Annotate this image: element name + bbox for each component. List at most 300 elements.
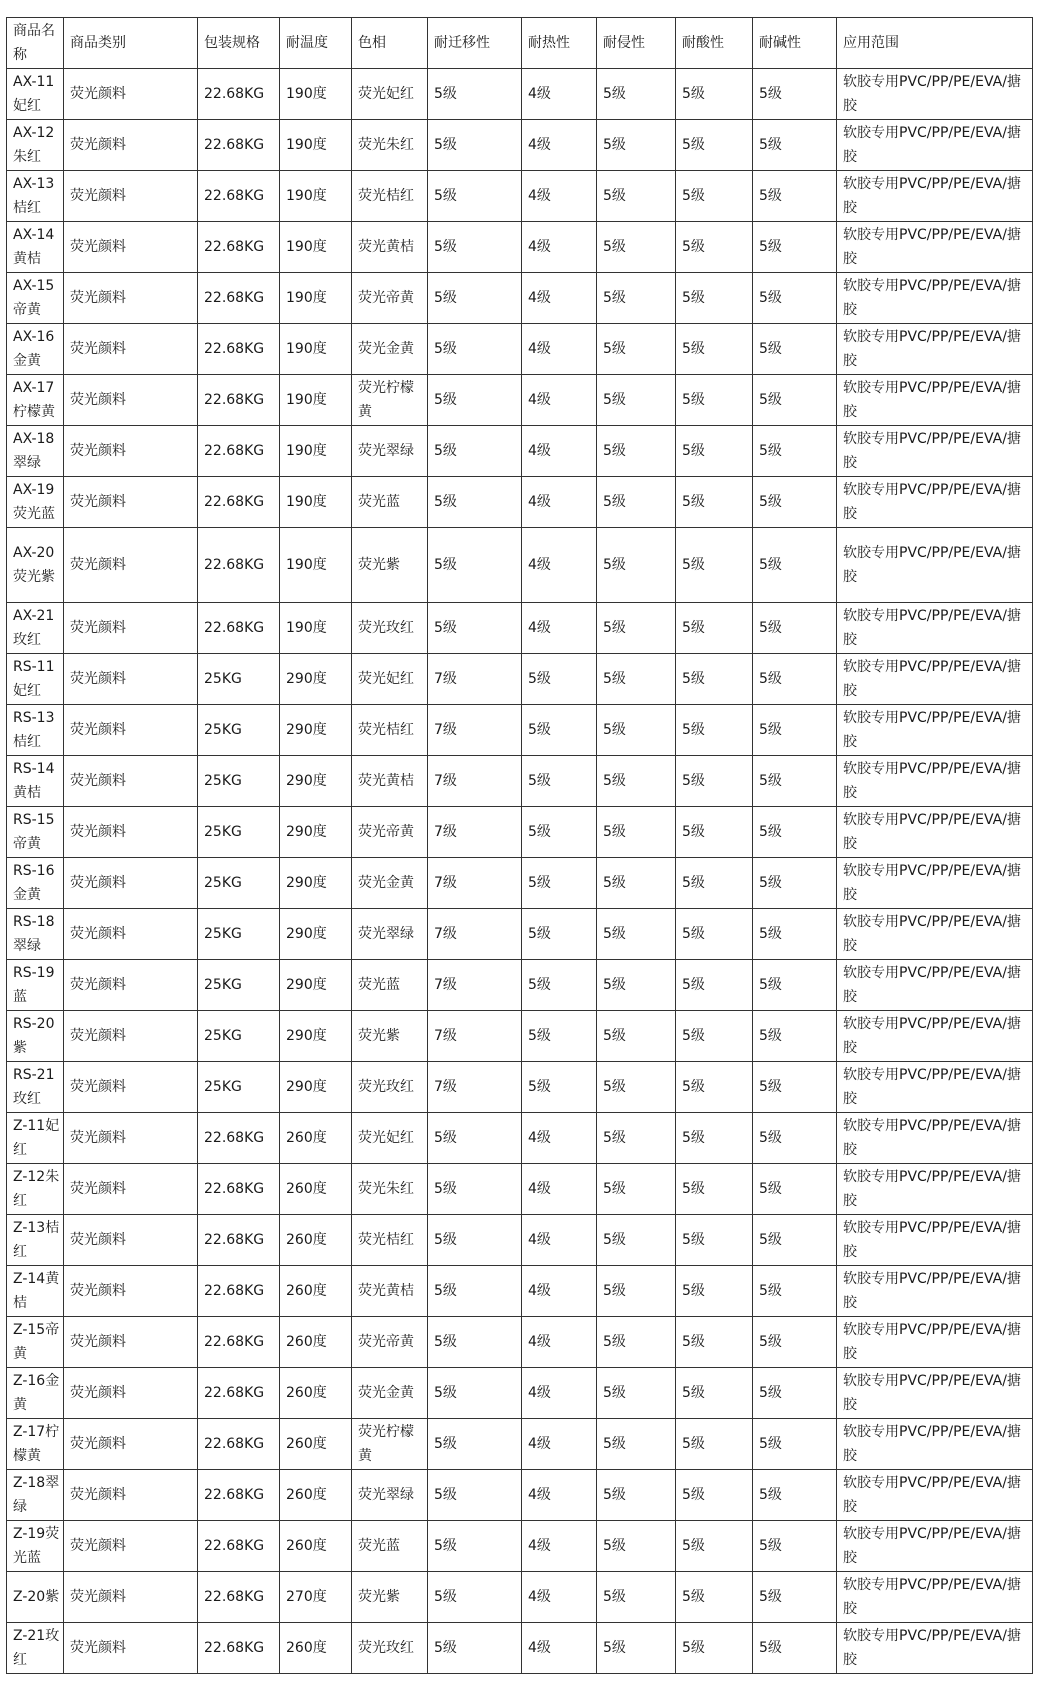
- cell-hue: 荧光蓝: [352, 1521, 428, 1572]
- cell-category: 荧光颜料: [64, 756, 198, 807]
- table-row: [7, 1419, 1033, 1470]
- cell-erosion: 5级: [597, 1521, 676, 1572]
- table-row: [7, 1521, 1033, 1572]
- cell-application: 软胶专用PVC/PP/PE/EVA/搪胶: [837, 324, 1033, 375]
- cell-category: 荧光颜料: [64, 1419, 198, 1470]
- cell-erosion: 5级: [597, 1266, 676, 1317]
- cell-temperature: 190度: [280, 222, 352, 273]
- cell-erosion: 5级: [597, 603, 676, 654]
- cell-heat: 5级: [522, 858, 597, 909]
- cell-hue: 荧光蓝: [352, 960, 428, 1011]
- cell-erosion: 5级: [597, 960, 676, 1011]
- cell-packaging: 22.68KG: [198, 477, 280, 528]
- table-row: [7, 1215, 1033, 1266]
- cell-category: 荧光颜料: [64, 1368, 198, 1419]
- cell-alkali: 5级: [753, 858, 837, 909]
- cell-erosion: 5级: [597, 1623, 676, 1674]
- cell-heat: 4级: [522, 171, 597, 222]
- header-migration: 耐迁移性: [428, 18, 522, 69]
- cell-alkali: 5级: [753, 1164, 837, 1215]
- cell-migration: 5级: [428, 426, 522, 477]
- cell-application: 软胶专用PVC/PP/PE/EVA/搪胶: [837, 756, 1033, 807]
- cell-migration: 7级: [428, 705, 522, 756]
- cell-erosion: 5级: [597, 477, 676, 528]
- cell-acid: 5级: [676, 1113, 753, 1164]
- table-row: [7, 603, 1033, 654]
- cell-acid: 5级: [676, 603, 753, 654]
- cell-temperature: 270度: [280, 1572, 352, 1623]
- cell-temperature: 190度: [280, 273, 352, 324]
- header-packaging: 包装规格: [198, 18, 280, 69]
- cell-category: 荧光颜料: [64, 1470, 198, 1521]
- cell-category: 荧光颜料: [64, 1521, 198, 1572]
- cell-category: 荧光颜料: [64, 1317, 198, 1368]
- table-row: [7, 222, 1033, 273]
- cell-erosion: 5级: [597, 324, 676, 375]
- cell-hue: 荧光翠绿: [352, 1470, 428, 1521]
- cell-packaging: 25KG: [198, 807, 280, 858]
- table-row: [7, 426, 1033, 477]
- cell-hue: 荧光朱红: [352, 1164, 428, 1215]
- cell-category: 荧光颜料: [64, 528, 198, 603]
- cell-application: 软胶专用PVC/PP/PE/EVA/搪胶: [837, 603, 1033, 654]
- cell-migration: 7级: [428, 909, 522, 960]
- cell-packaging: 22.68KG: [198, 603, 280, 654]
- cell-application: 软胶专用PVC/PP/PE/EVA/搪胶: [837, 528, 1033, 603]
- cell-product-name: Z-20紫: [7, 1572, 64, 1623]
- cell-hue: 荧光桔红: [352, 1215, 428, 1266]
- cell-temperature: 290度: [280, 756, 352, 807]
- cell-acid: 5级: [676, 1368, 753, 1419]
- cell-packaging: 22.68KG: [198, 1317, 280, 1368]
- cell-heat: 5级: [522, 960, 597, 1011]
- cell-category: 荧光颜料: [64, 705, 198, 756]
- cell-category: 荧光颜料: [64, 1164, 198, 1215]
- cell-alkali: 5级: [753, 426, 837, 477]
- cell-erosion: 5级: [597, 171, 676, 222]
- cell-packaging: 22.68KG: [198, 1521, 280, 1572]
- cell-product-name: RS-13桔红: [7, 705, 64, 756]
- cell-acid: 5级: [676, 654, 753, 705]
- cell-packaging: 22.68KG: [198, 120, 280, 171]
- cell-heat: 5级: [522, 1062, 597, 1113]
- cell-packaging: 22.68KG: [198, 171, 280, 222]
- table-row: [7, 654, 1033, 705]
- cell-erosion: 5级: [597, 756, 676, 807]
- cell-alkali: 5级: [753, 1113, 837, 1164]
- header-alkali: 耐碱性: [753, 18, 837, 69]
- cell-application: 软胶专用PVC/PP/PE/EVA/搪胶: [837, 654, 1033, 705]
- cell-erosion: 5级: [597, 807, 676, 858]
- cell-migration: 5级: [428, 171, 522, 222]
- cell-erosion: 5级: [597, 528, 676, 603]
- header-product-name: 商品名称: [7, 18, 64, 69]
- cell-application: 软胶专用PVC/PP/PE/EVA/搪胶: [837, 909, 1033, 960]
- cell-acid: 5级: [676, 1470, 753, 1521]
- cell-alkali: 5级: [753, 1266, 837, 1317]
- cell-application: 软胶专用PVC/PP/PE/EVA/搪胶: [837, 1062, 1033, 1113]
- cell-hue: 荧光玫红: [352, 1062, 428, 1113]
- cell-category: 荧光颜料: [64, 222, 198, 273]
- cell-category: 荧光颜料: [64, 654, 198, 705]
- cell-application: 软胶专用PVC/PP/PE/EVA/搪胶: [837, 705, 1033, 756]
- cell-category: 荧光颜料: [64, 120, 198, 171]
- cell-product-name: RS-14黄桔: [7, 756, 64, 807]
- cell-heat: 4级: [522, 1521, 597, 1572]
- cell-migration: 5级: [428, 324, 522, 375]
- cell-erosion: 5级: [597, 1164, 676, 1215]
- cell-packaging: 22.68KG: [198, 69, 280, 120]
- cell-temperature: 290度: [280, 705, 352, 756]
- cell-category: 荧光颜料: [64, 477, 198, 528]
- cell-alkali: 5级: [753, 1215, 837, 1266]
- cell-packaging: 25KG: [198, 1011, 280, 1062]
- cell-packaging: 22.68KG: [198, 1470, 280, 1521]
- cell-application: 软胶专用PVC/PP/PE/EVA/搪胶: [837, 426, 1033, 477]
- cell-heat: 4级: [522, 1623, 597, 1674]
- cell-heat: 4级: [522, 528, 597, 603]
- cell-erosion: 5级: [597, 69, 676, 120]
- cell-application: 软胶专用PVC/PP/PE/EVA/搪胶: [837, 1266, 1033, 1317]
- cell-product-name: RS-16金黄: [7, 858, 64, 909]
- cell-heat: 4级: [522, 1164, 597, 1215]
- cell-packaging: 22.68KG: [198, 375, 280, 426]
- cell-temperature: 190度: [280, 375, 352, 426]
- cell-hue: 荧光妃红: [352, 1113, 428, 1164]
- cell-hue: 荧光紫: [352, 1572, 428, 1623]
- cell-product-name: AX-20荧光紫: [7, 528, 64, 603]
- cell-acid: 5级: [676, 69, 753, 120]
- cell-application: 软胶专用PVC/PP/PE/EVA/搪胶: [837, 375, 1033, 426]
- cell-hue: 荧光帝黄: [352, 807, 428, 858]
- table-row: [7, 120, 1033, 171]
- cell-heat: 4级: [522, 603, 597, 654]
- cell-hue: 荧光紫: [352, 1011, 428, 1062]
- table-row: [7, 807, 1033, 858]
- cell-acid: 5级: [676, 1521, 753, 1572]
- cell-temperature: 290度: [280, 858, 352, 909]
- cell-application: 软胶专用PVC/PP/PE/EVA/搪胶: [837, 1317, 1033, 1368]
- cell-erosion: 5级: [597, 222, 676, 273]
- cell-alkali: 5级: [753, 960, 837, 1011]
- cell-erosion: 5级: [597, 1215, 676, 1266]
- cell-product-name: RS-18翠绿: [7, 909, 64, 960]
- header-heat: 耐热性: [522, 18, 597, 69]
- cell-application: 软胶专用PVC/PP/PE/EVA/搪胶: [837, 69, 1033, 120]
- cell-hue: 荧光黄桔: [352, 1266, 428, 1317]
- cell-hue: 荧光桔红: [352, 705, 428, 756]
- cell-alkali: 5级: [753, 222, 837, 273]
- cell-product-name: RS-15帝黄: [7, 807, 64, 858]
- cell-alkali: 5级: [753, 375, 837, 426]
- cell-migration: 5级: [428, 1572, 522, 1623]
- cell-temperature: 190度: [280, 426, 352, 477]
- cell-hue: 荧光蓝: [352, 477, 428, 528]
- cell-category: 荧光颜料: [64, 1215, 198, 1266]
- table-row: [7, 858, 1033, 909]
- cell-erosion: 5级: [597, 705, 676, 756]
- cell-temperature: 260度: [280, 1623, 352, 1674]
- cell-temperature: 190度: [280, 324, 352, 375]
- table-row: [7, 1470, 1033, 1521]
- cell-acid: 5级: [676, 273, 753, 324]
- cell-acid: 5级: [676, 477, 753, 528]
- cell-heat: 4级: [522, 69, 597, 120]
- cell-migration: 5级: [428, 1164, 522, 1215]
- cell-erosion: 5级: [597, 273, 676, 324]
- cell-packaging: 22.68KG: [198, 1368, 280, 1419]
- table-row: [7, 1317, 1033, 1368]
- cell-application: 软胶专用PVC/PP/PE/EVA/搪胶: [837, 1470, 1033, 1521]
- cell-migration: 5级: [428, 1623, 522, 1674]
- table-row: [7, 1062, 1033, 1113]
- cell-packaging: 22.68KG: [198, 1419, 280, 1470]
- cell-acid: 5级: [676, 426, 753, 477]
- cell-hue: 荧光妃红: [352, 69, 428, 120]
- cell-acid: 5级: [676, 528, 753, 603]
- cell-packaging: 25KG: [198, 1062, 280, 1113]
- cell-alkali: 5级: [753, 705, 837, 756]
- cell-temperature: 260度: [280, 1215, 352, 1266]
- cell-hue: 荧光金黄: [352, 858, 428, 909]
- cell-application: 软胶专用PVC/PP/PE/EVA/搪胶: [837, 1572, 1033, 1623]
- cell-hue: 荧光柠檬黄: [352, 1419, 428, 1470]
- cell-temperature: 290度: [280, 909, 352, 960]
- cell-packaging: 22.68KG: [198, 1266, 280, 1317]
- cell-temperature: 260度: [280, 1164, 352, 1215]
- cell-temperature: 260度: [280, 1266, 352, 1317]
- cell-temperature: 290度: [280, 654, 352, 705]
- cell-heat: 5级: [522, 807, 597, 858]
- cell-product-name: AX-15帝黄: [7, 273, 64, 324]
- table-row: [7, 1164, 1033, 1215]
- cell-application: 软胶专用PVC/PP/PE/EVA/搪胶: [837, 171, 1033, 222]
- cell-alkali: 5级: [753, 654, 837, 705]
- header-category: 商品类别: [64, 18, 198, 69]
- cell-alkali: 5级: [753, 807, 837, 858]
- cell-erosion: 5级: [597, 654, 676, 705]
- cell-alkali: 5级: [753, 603, 837, 654]
- cell-packaging: 25KG: [198, 960, 280, 1011]
- cell-temperature: 190度: [280, 171, 352, 222]
- cell-product-name: AX-12朱红: [7, 120, 64, 171]
- cell-acid: 5级: [676, 120, 753, 171]
- cell-hue: 荧光帝黄: [352, 1317, 428, 1368]
- cell-erosion: 5级: [597, 1011, 676, 1062]
- cell-product-name: Z-15帝黄: [7, 1317, 64, 1368]
- cell-heat: 4级: [522, 1419, 597, 1470]
- cell-product-name: Z-18翠绿: [7, 1470, 64, 1521]
- cell-application: 软胶专用PVC/PP/PE/EVA/搪胶: [837, 120, 1033, 171]
- cell-category: 荧光颜料: [64, 324, 198, 375]
- cell-packaging: 22.68KG: [198, 273, 280, 324]
- cell-alkali: 5级: [753, 1011, 837, 1062]
- cell-migration: 7级: [428, 1011, 522, 1062]
- cell-application: 软胶专用PVC/PP/PE/EVA/搪胶: [837, 1521, 1033, 1572]
- table-body: [7, 69, 1033, 1674]
- cell-product-name: RS-11妃红: [7, 654, 64, 705]
- cell-acid: 5级: [676, 375, 753, 426]
- cell-product-name: RS-20紫: [7, 1011, 64, 1062]
- cell-product-name: AX-21玫红: [7, 603, 64, 654]
- cell-migration: 7级: [428, 756, 522, 807]
- cell-packaging: 22.68KG: [198, 1113, 280, 1164]
- cell-product-name: Z-21玫红: [7, 1623, 64, 1674]
- cell-packaging: 22.68KG: [198, 324, 280, 375]
- cell-erosion: 5级: [597, 1572, 676, 1623]
- cell-application: 软胶专用PVC/PP/PE/EVA/搪胶: [837, 1419, 1033, 1470]
- cell-temperature: 190度: [280, 477, 352, 528]
- cell-application: 软胶专用PVC/PP/PE/EVA/搪胶: [837, 858, 1033, 909]
- cell-heat: 5级: [522, 756, 597, 807]
- cell-migration: 5级: [428, 375, 522, 426]
- cell-hue: 荧光妃红: [352, 654, 428, 705]
- cell-application: 软胶专用PVC/PP/PE/EVA/搪胶: [837, 222, 1033, 273]
- cell-heat: 4级: [522, 1113, 597, 1164]
- cell-product-name: Z-19荧光蓝: [7, 1521, 64, 1572]
- cell-heat: 4级: [522, 1572, 597, 1623]
- cell-category: 荧光颜料: [64, 1062, 198, 1113]
- cell-temperature: 190度: [280, 528, 352, 603]
- cell-heat: 4级: [522, 426, 597, 477]
- cell-alkali: 5级: [753, 909, 837, 960]
- cell-packaging: 22.68KG: [198, 528, 280, 603]
- table-row: [7, 477, 1033, 528]
- cell-temperature: 290度: [280, 960, 352, 1011]
- cell-alkali: 5级: [753, 1368, 837, 1419]
- cell-product-name: AX-11妃红: [7, 69, 64, 120]
- cell-migration: 5级: [428, 477, 522, 528]
- cell-temperature: 260度: [280, 1317, 352, 1368]
- cell-acid: 5级: [676, 1215, 753, 1266]
- cell-product-name: AX-13桔红: [7, 171, 64, 222]
- cell-temperature: 260度: [280, 1470, 352, 1521]
- table-row: [7, 1623, 1033, 1674]
- cell-hue: 荧光柠檬黄: [352, 375, 428, 426]
- cell-application: 软胶专用PVC/PP/PE/EVA/搪胶: [837, 1368, 1033, 1419]
- cell-migration: 5级: [428, 1113, 522, 1164]
- cell-heat: 4级: [522, 1368, 597, 1419]
- cell-temperature: 290度: [280, 1062, 352, 1113]
- cell-category: 荧光颜料: [64, 69, 198, 120]
- table-row: [7, 1113, 1033, 1164]
- table-row: [7, 375, 1033, 426]
- table-row: [7, 171, 1033, 222]
- cell-alkali: 5级: [753, 1419, 837, 1470]
- cell-product-name: AX-17柠檬黄: [7, 375, 64, 426]
- cell-migration: 7级: [428, 1062, 522, 1113]
- cell-product-name: RS-19蓝: [7, 960, 64, 1011]
- cell-product-name: Z-17柠檬黄: [7, 1419, 64, 1470]
- cell-heat: 4级: [522, 1317, 597, 1368]
- cell-category: 荧光颜料: [64, 603, 198, 654]
- cell-heat: 4级: [522, 120, 597, 171]
- cell-migration: 5级: [428, 1317, 522, 1368]
- cell-temperature: 260度: [280, 1113, 352, 1164]
- cell-acid: 5级: [676, 222, 753, 273]
- cell-alkali: 5级: [753, 528, 837, 603]
- cell-hue: 荧光金黄: [352, 1368, 428, 1419]
- cell-erosion: 5级: [597, 1368, 676, 1419]
- table-row: [7, 1266, 1033, 1317]
- cell-migration: 7级: [428, 858, 522, 909]
- cell-alkali: 5级: [753, 171, 837, 222]
- cell-migration: 5级: [428, 222, 522, 273]
- cell-product-name: Z-11妃红: [7, 1113, 64, 1164]
- cell-erosion: 5级: [597, 1113, 676, 1164]
- cell-category: 荧光颜料: [64, 807, 198, 858]
- cell-packaging: 22.68KG: [198, 1572, 280, 1623]
- cell-erosion: 5级: [597, 120, 676, 171]
- cell-product-name: Z-12朱红: [7, 1164, 64, 1215]
- cell-migration: 7级: [428, 807, 522, 858]
- cell-erosion: 5级: [597, 375, 676, 426]
- cell-packaging: 25KG: [198, 858, 280, 909]
- cell-application: 软胶专用PVC/PP/PE/EVA/搪胶: [837, 960, 1033, 1011]
- cell-category: 荧光颜料: [64, 1011, 198, 1062]
- cell-packaging: 22.68KG: [198, 1164, 280, 1215]
- cell-hue: 荧光玫红: [352, 603, 428, 654]
- cell-heat: 4级: [522, 273, 597, 324]
- cell-application: 软胶专用PVC/PP/PE/EVA/搪胶: [837, 1011, 1033, 1062]
- cell-application: 软胶专用PVC/PP/PE/EVA/搪胶: [837, 1164, 1033, 1215]
- table-row: [7, 1572, 1033, 1623]
- cell-application: 软胶专用PVC/PP/PE/EVA/搪胶: [837, 1623, 1033, 1674]
- cell-heat: 5级: [522, 1011, 597, 1062]
- cell-product-name: AX-19荧光蓝: [7, 477, 64, 528]
- cell-alkali: 5级: [753, 273, 837, 324]
- cell-acid: 5级: [676, 1572, 753, 1623]
- cell-heat: 4级: [522, 222, 597, 273]
- cell-packaging: 22.68KG: [198, 222, 280, 273]
- cell-heat: 5级: [522, 705, 597, 756]
- cell-migration: 5级: [428, 273, 522, 324]
- cell-acid: 5级: [676, 1419, 753, 1470]
- cell-hue: 荧光玫红: [352, 1623, 428, 1674]
- cell-erosion: 5级: [597, 909, 676, 960]
- cell-temperature: 290度: [280, 807, 352, 858]
- header-erosion: 耐侵性: [597, 18, 676, 69]
- cell-packaging: 25KG: [198, 909, 280, 960]
- cell-erosion: 5级: [597, 1317, 676, 1368]
- cell-alkali: 5级: [753, 120, 837, 171]
- cell-migration: 5级: [428, 528, 522, 603]
- cell-category: 荧光颜料: [64, 858, 198, 909]
- cell-category: 荧光颜料: [64, 1113, 198, 1164]
- cell-acid: 5级: [676, 324, 753, 375]
- cell-product-name: Z-14黄桔: [7, 1266, 64, 1317]
- cell-acid: 5级: [676, 171, 753, 222]
- cell-temperature: 190度: [280, 120, 352, 171]
- cell-category: 荧光颜料: [64, 273, 198, 324]
- cell-packaging: 22.68KG: [198, 426, 280, 477]
- cell-heat: 4级: [522, 1470, 597, 1521]
- cell-erosion: 5级: [597, 1062, 676, 1113]
- cell-alkali: 5级: [753, 324, 837, 375]
- cell-hue: 荧光黄桔: [352, 222, 428, 273]
- cell-heat: 5级: [522, 909, 597, 960]
- cell-heat: 4级: [522, 1266, 597, 1317]
- header-application: 应用范围: [837, 18, 1033, 69]
- table-row: [7, 756, 1033, 807]
- cell-erosion: 5级: [597, 858, 676, 909]
- cell-alkali: 5级: [753, 1470, 837, 1521]
- cell-migration: 5级: [428, 1470, 522, 1521]
- cell-migration: 5级: [428, 603, 522, 654]
- cell-acid: 5级: [676, 909, 753, 960]
- cell-heat: 4级: [522, 324, 597, 375]
- table-row: [7, 705, 1033, 756]
